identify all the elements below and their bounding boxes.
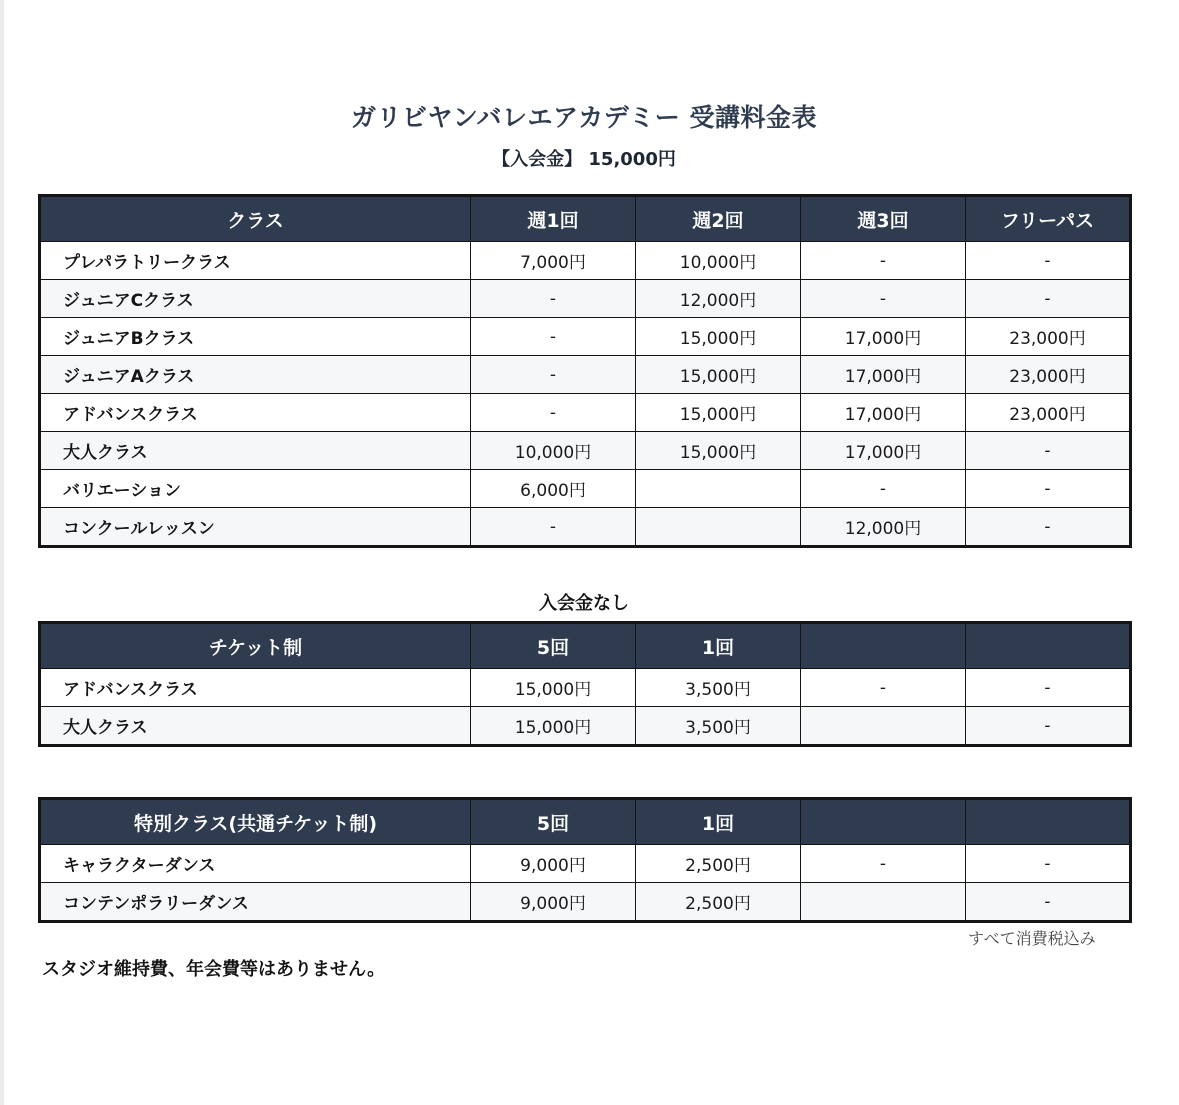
- header-empty: [801, 799, 966, 845]
- footer-note: スタジオ維持費、年会費等はありません。: [42, 959, 386, 980]
- header-ticket-system: チケット制: [40, 623, 471, 669]
- table-row: [40, 432, 1131, 470]
- price-cell: -: [966, 707, 1131, 746]
- table-header-row: [40, 799, 1131, 845]
- price-cell: -: [966, 845, 1131, 883]
- class-name: コンクールレッスン: [40, 508, 471, 547]
- price-cell: -: [801, 845, 966, 883]
- special-class-table: [38, 797, 1132, 923]
- tax-included-note: すべて消費税込み: [968, 929, 1096, 948]
- price-cell: 10,000円: [636, 242, 801, 280]
- class-name: バリエーション: [40, 470, 471, 508]
- price-cell: -: [966, 508, 1131, 547]
- header-class: クラス: [40, 196, 471, 242]
- header-weekly-2: 週2回: [636, 196, 801, 242]
- price-cell: -: [471, 318, 636, 356]
- header-5-times: 5回: [471, 799, 636, 845]
- table-row: [40, 883, 1131, 922]
- price-cell: [801, 707, 966, 746]
- header-empty: [966, 623, 1131, 669]
- table-row: [40, 356, 1131, 394]
- class-name: ジュニアAクラス: [40, 356, 471, 394]
- table-row: [40, 318, 1131, 356]
- price-cell: -: [801, 280, 966, 318]
- price-cell: -: [471, 356, 636, 394]
- header-5-times: 5回: [471, 623, 636, 669]
- price-cell: -: [966, 883, 1131, 922]
- header-empty: [801, 623, 966, 669]
- header-weekly-1: 週1回: [471, 196, 636, 242]
- price-cell: 17,000円: [801, 432, 966, 470]
- class-name: 大人クラス: [40, 432, 471, 470]
- class-name: ジュニアCクラス: [40, 280, 471, 318]
- header-special-class: 特別クラス(共通チケット制): [40, 799, 471, 845]
- price-cell: 15,000円: [636, 432, 801, 470]
- table-header-row: [40, 196, 1131, 242]
- price-cell: 15,000円: [636, 356, 801, 394]
- price-cell: 9,000円: [471, 845, 636, 883]
- price-cell: -: [966, 280, 1131, 318]
- class-name: コンテンポラリーダンス: [40, 883, 471, 922]
- header-1-time: 1回: [636, 799, 801, 845]
- table-header-row: [40, 623, 1131, 669]
- price-cell: -: [471, 280, 636, 318]
- table-row: [40, 394, 1131, 432]
- no-enrollment-fee-label: 入会金なし: [539, 593, 629, 614]
- price-cell: [636, 470, 801, 508]
- price-cell: 23,000円: [966, 318, 1131, 356]
- price-cell: -: [471, 508, 636, 547]
- price-cell: [801, 883, 966, 922]
- price-cell: -: [801, 669, 966, 707]
- price-cell: 17,000円: [801, 356, 966, 394]
- price-cell: 10,000円: [471, 432, 636, 470]
- table-row: [40, 669, 1131, 707]
- table-row: [40, 845, 1131, 883]
- table-row: [40, 707, 1131, 746]
- price-cell: 7,000円: [471, 242, 636, 280]
- price-cell: 15,000円: [471, 707, 636, 746]
- price-cell: 15,000円: [636, 318, 801, 356]
- price-cell: 2,500円: [636, 883, 801, 922]
- table-row: [40, 508, 1131, 547]
- price-cell: -: [966, 432, 1131, 470]
- price-cell: 9,000円: [471, 883, 636, 922]
- price-cell: -: [966, 470, 1131, 508]
- price-cell: 15,000円: [636, 394, 801, 432]
- price-cell: 12,000円: [636, 280, 801, 318]
- price-cell: 15,000円: [471, 669, 636, 707]
- table-row: [40, 242, 1131, 280]
- class-name: 大人クラス: [40, 707, 471, 746]
- main-fee-table: [38, 194, 1132, 548]
- enrollment-fee: 【入会金】 15,000円: [492, 149, 676, 170]
- header-free-pass: フリーパス: [966, 196, 1131, 242]
- price-cell: [636, 508, 801, 547]
- price-cell: 17,000円: [801, 394, 966, 432]
- ticket-table: [38, 621, 1132, 747]
- header-1-time: 1回: [636, 623, 801, 669]
- class-name: アドバンスクラス: [40, 669, 471, 707]
- page-title: ガリビヤンバレエアカデミー 受講料金表: [351, 103, 817, 132]
- table-row: [40, 280, 1131, 318]
- class-name: プレパラトリークラス: [40, 242, 471, 280]
- price-cell: -: [471, 394, 636, 432]
- price-cell: -: [966, 669, 1131, 707]
- header-empty: [966, 799, 1131, 845]
- price-cell: 23,000円: [966, 394, 1131, 432]
- class-name: アドバンスクラス: [40, 394, 471, 432]
- price-cell: -: [801, 242, 966, 280]
- price-cell: 6,000円: [471, 470, 636, 508]
- header-weekly-3: 週3回: [801, 196, 966, 242]
- table-row: [40, 470, 1131, 508]
- price-cell: 12,000円: [801, 508, 966, 547]
- price-cell: 23,000円: [966, 356, 1131, 394]
- price-cell: 3,500円: [636, 669, 801, 707]
- price-cell: 3,500円: [636, 707, 801, 746]
- price-cell: 2,500円: [636, 845, 801, 883]
- price-cell: -: [966, 242, 1131, 280]
- class-name: キャラクターダンス: [40, 845, 471, 883]
- class-name: ジュニアBクラス: [40, 318, 471, 356]
- price-cell: 17,000円: [801, 318, 966, 356]
- price-cell: -: [801, 470, 966, 508]
